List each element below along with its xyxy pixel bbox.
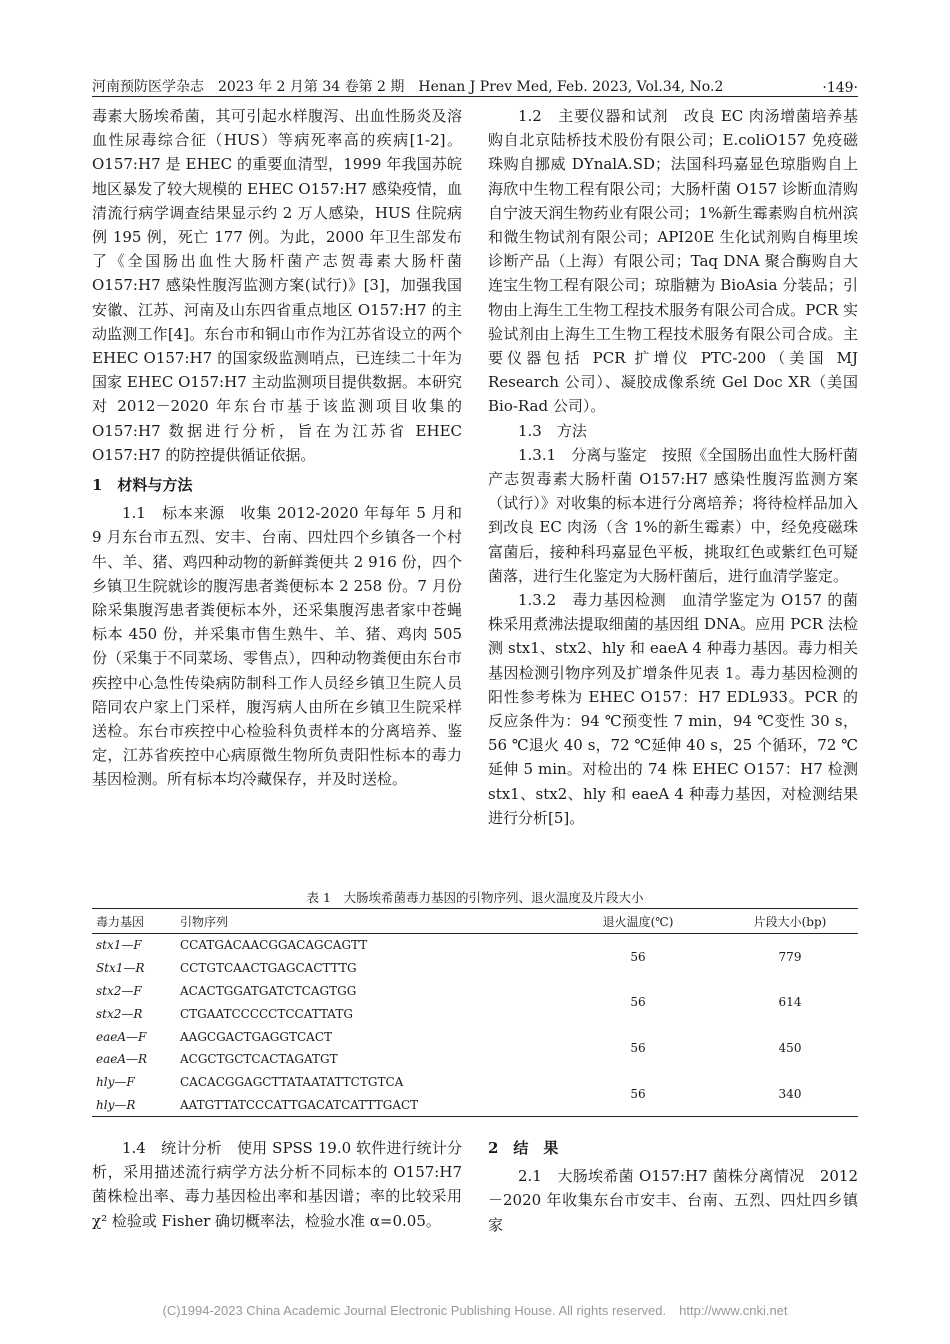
right-column (488, 104, 858, 830)
temp-cell: 56 (630, 949, 646, 964)
section-1-3-heading: 1.3 方法 (518, 421, 587, 440)
section-1-1 (92, 501, 462, 791)
gene-cell: stx1—F (96, 938, 142, 953)
sequence-cell: CTGAATCCCCCTCCATTATG (180, 1006, 353, 1021)
journal-info: 河南预防医学杂志 2023 年 2 月第 34 卷第 2 期 Henan J Prev Med, Feb. 2023, Vol.34, No.2 (92, 79, 724, 95)
section-2-1 (488, 1164, 858, 1237)
col-header-sequence: 引物序列 (176, 909, 554, 934)
table-row (92, 1025, 858, 1048)
sequence-cell: ACGCTGCTCACTAGATGT (180, 1052, 338, 1067)
section-1-heading: 1 材料与方法 (92, 476, 193, 495)
col-header-gene: 毒力基因 (92, 909, 176, 934)
gene-cell: eaeA—R (96, 1052, 148, 1067)
section-1-3-1-title: 1.3.1 分离与鉴定 (518, 445, 647, 464)
gene-cell: Stx1—R (96, 961, 145, 976)
page-number: ·149· (822, 80, 858, 96)
gene-cell: stx2—R (96, 1006, 143, 1021)
gene-cell: hly—R (96, 1097, 136, 1112)
section-1-3-2-text: 血清学鉴定为 O157 的菌株采用煮沸法提取细菌的基因组 DNA。应用 PCR 法检测 stx1、stx2、hly 和 eaeA 4 种毒力基因。毒力相关基因检测引物序列及扩增条件见表 1。毒力基因检测的阳性参考株为 EHEC O157：H7 EDL933。PCR 的反应条件为：94 ℃预变性 7 min，94 ℃变性 30 s，56 ℃退火 40 s，72 ℃延伸 40 s，25 个循环，72 ℃延伸 5 min。对检出的 74 株 EHEC O157：H7 检测 stx1、stx2、hly 和 eaeA 4 种毒力基因，对检测结果进行分析[5]。 (488, 591, 858, 827)
sequence-cell: CACACGGAGCTTATAATATTCTGTCA (180, 1075, 404, 1090)
temp-cell: 56 (630, 995, 646, 1010)
section-1-1-title: 1.1 标本来源 (122, 504, 225, 523)
copyright-footer: (C)1994-2023 China Academic Journal Electronic Publishing House. All rights reserved. http://www.cnki.net (162, 1303, 788, 1318)
section-2-heading: 2 结 果 (488, 1139, 559, 1157)
section-2-1-title: 2.1 大肠埃希菌 O157:H7 菌株分离情况 (518, 1167, 805, 1186)
section-2-1-text: 2012－2020 年收集东台市安丰、台南、五烈、四灶四乡镇家 (488, 1167, 858, 1234)
section-1-3-2 (488, 588, 858, 830)
table-row (92, 980, 858, 1003)
section-1-2 (488, 104, 858, 419)
col-header-temp: 退火温度(℃) (554, 909, 722, 934)
gene-cell: stx2—F (96, 983, 142, 998)
sequence-cell: CCATGACAACGGACAGCAGTT (180, 938, 368, 953)
section-1-3-1-text: 按照《全国肠出血性大肠杆菌产志贺毒素大肠杆菌 O157:H7 感染性腹泻监测方案（试行）》对收集的标本进行分离培养；将待检样品加入到改良 EC 肉汤（含 1%的新生霉素）中，经免疫磁珠富菌后，接种科玛嘉显色平板，挑取红色或紫红色可疑菌落，进行生化鉴定为大肠杆菌后，进行血清学鉴定。 (488, 445, 858, 585)
size-cell: 450 (778, 1040, 802, 1055)
sequence-cell: AATGTTATCCCATTGACATCATTTGACT (180, 1097, 419, 1112)
size-cell: 340 (778, 1086, 802, 1101)
sequence-cell: AAGCGACTGAGGTCACT (180, 1029, 332, 1044)
table-row (92, 934, 858, 957)
table-row (92, 1071, 858, 1094)
intro-paragraph: 毒素大肠埃希菌，其可引起水样腹泻、出血性肠炎及溶血性尿毒综合征（HUS）等病死率高的疾病[1-2]。O157:H7 是 EHEC 的重要血清型，1999 年我国苏皖地区暴发了较大规模的 EHEC O157:H7 感染疫情，血清流行病学调查结果显示约 2 万人感染，HUS 住院病例 195 例，死亡 177 例。为此，2000 年卫生部发布了《全国肠出血性大肠杆菌产志贺毒素大肠杆菌O157:H7 感染性腹泻监测方案(试行)》[3]，加强我国安徽、江苏、河南及山东四省重点地区 O157:H7 的主动监测工作[4]。东台市和铜山市作为江苏省设立的两个EHEC O157:H7 的国家级监测哨点，已连续二十年为国家 EHEC O157:H7 主动监测项目提供数据。本研究对 2012－2020 年东台市基于该监测项目收集的O157:H7 数据进行分析，旨在为江苏省 EHEC O157:H7 的防控提供循证依据。 (92, 107, 462, 464)
section-1-1-text: 收集 2012-2020 年每年 5 月和 9 月东台市五烈、安丰、台南、四灶四个乡镇各一个村牛、羊、猪、鸡四种动物的新鲜粪便共 2 916 份，四个乡镇卫生院就诊的腹泻患者粪便标本 2 258 份。7 月份除采集腹泻患者粪便标本外，还采集腹泻患者家中苍蝇标本 450 份，并采集市售生熟牛、羊、猪、鸡肉 505 份（采集于不同菜场、零售点），四种动物粪便由东台市疾控中心急性传染病防制科工作人员经乡镇卫生院人员陪同农户家上门采样，腹泻病人由所在乡镇卫生院采样送检。东台市疾控中心检验科负责样本的分离培养、鉴定，江苏省疾控中心病原微生物所负责阳性标本的毒力基因检测。所有标本均冷藏保存，并及时送检。 (92, 504, 462, 789)
table-header-row (92, 909, 858, 934)
section-1-4-title: 1.4 统计分析 (122, 1139, 222, 1157)
sequence-cell: ACACTGGATGATCTCAGTGG (180, 983, 357, 998)
running-header (92, 66, 858, 96)
col-header-size: 片段大小(bp) (722, 909, 858, 934)
section-1-4 (92, 1136, 462, 1233)
size-cell: 779 (778, 949, 802, 964)
temp-cell: 56 (630, 1040, 646, 1055)
left-column (92, 104, 462, 792)
table-caption: 表 1 大肠埃希菌毒力基因的引物序列、退火温度及片段大小 (306, 890, 644, 905)
bottom-right-column (488, 1136, 858, 1237)
gene-cell: hly—F (96, 1075, 135, 1090)
section-1-2-text: 改良 EC 肉汤增菌培养基购自北京陆桥技术股份有限公司；E.coliO157 免疫磁珠购自挪威 DYnalA.SD；法国科玛嘉显色琼脂购自上海欣中生物工程有限公司；大肠杆菌 O157 诊断血清购自宁波天润生物药业有限公司；1%新生霉素购自杭州滨和微生物试剂有限公司；API20E 生化试剂购自梅里埃诊断产品（上海）有限公司；Taq DNA 聚合酶购自大连宝生物工程有限公司；琼脂糖为 BioAsia 分装品；引物由上海生工生物工程技术服务有限公司合成。PCR 实验试剂由上海生工生物工程技术服务有限公司合成。主要仪器包括 PCR 扩增仪 PTC-200（美国 MJ Research 公司）、凝胶成像系统 Gel Doc XR（美国 Bio-Rad 公司）。 (488, 107, 858, 416)
primer-table (92, 908, 858, 1117)
section-1-3-1 (488, 443, 858, 588)
bottom-left-column (92, 1136, 462, 1233)
sequence-cell: CCTGTCAACTGAGCACTTTG (180, 961, 357, 976)
temp-cell: 56 (630, 1086, 646, 1101)
header-rule (92, 96, 858, 97)
gene-cell: eaeA—F (96, 1029, 147, 1044)
section-1-4-text: 使用 SPSS 19.0 软件进行统计分析，采用描述流行病学方法分析不同标本的 O157:H7 菌株检出率、毒力基因检出率和基因谱；率的比较采用 χ² 检验或 Fisher 确切概率法，检验水准 α=0.05。 (92, 1139, 462, 1230)
section-1-3-2-title: 1.3.2 毒力基因检测 (518, 591, 667, 610)
section-1-2-title: 1.2 主要仪器和试剂 (518, 107, 669, 125)
size-cell: 614 (778, 995, 802, 1010)
